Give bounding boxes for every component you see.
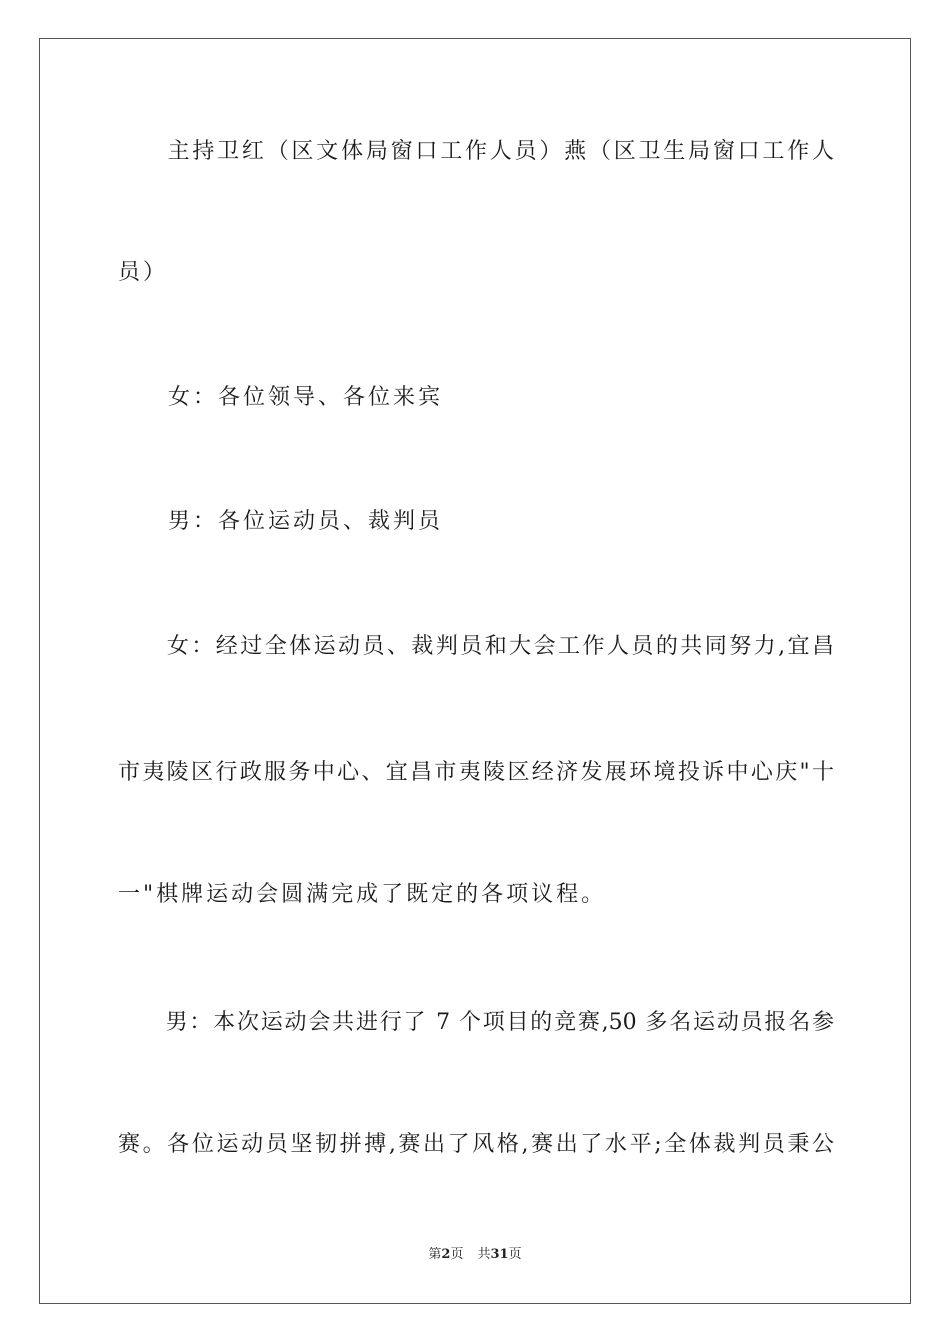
text-line-8: 男：本次运动会共进行了 7 个项目的竞赛,50 多名运动员报名参 xyxy=(118,1010,834,1035)
page-border xyxy=(39,38,911,1304)
footer-page-suffix: 页 xyxy=(450,1247,464,1262)
text-line-4: 男：各位运动员、裁判员 xyxy=(118,509,444,534)
page-footer xyxy=(0,1246,950,1264)
text-line-7: 一"棋牌运动会圆满完成了既定的各项议程。 xyxy=(118,882,607,907)
text-line-3: 女：各位领导、各位来宾 xyxy=(118,385,444,410)
footer-page-current: 2 xyxy=(441,1247,451,1262)
footer-page-prefix: 第 xyxy=(428,1247,442,1262)
footer-total-prefix: 共 xyxy=(477,1247,491,1262)
footer-total-suffix: 页 xyxy=(508,1247,522,1262)
text-line-1: 主持卫红（区文体局窗口工作人员）燕（区卫生局窗口工作人 xyxy=(118,139,834,164)
footer-page-total: 31 xyxy=(490,1247,509,1262)
text-line-6: 市夷陵区行政服务中心、宜昌市夷陵区经济发展环境投诉中心庆"十 xyxy=(118,760,834,785)
text-line-2: 员） xyxy=(118,260,169,285)
text-line-9: 赛。各位运动员坚韧拼搏,赛出了风格,赛出了水平;全体裁判员秉公 xyxy=(118,1132,834,1157)
text-line-5: 女：经过全体运动员、裁判员和大会工作人员的共同努力,宜昌 xyxy=(118,634,834,659)
